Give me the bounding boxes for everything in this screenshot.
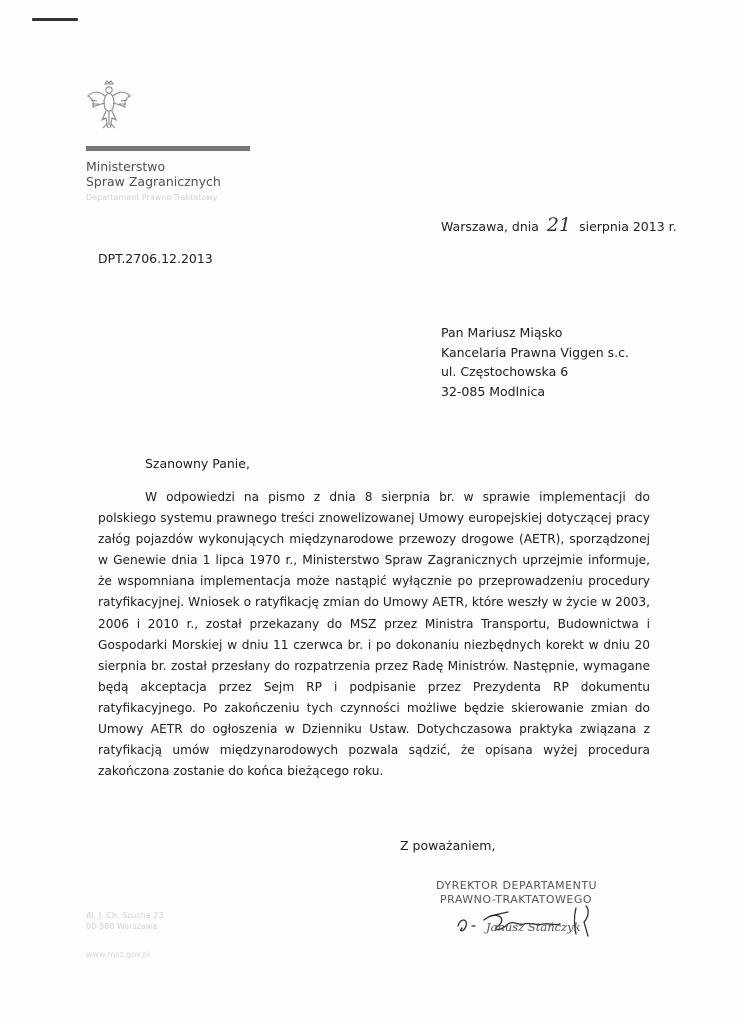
addressee-block (441, 323, 629, 401)
letterhead-rule (86, 146, 250, 151)
polish-eagle-emblem-icon (86, 80, 132, 130)
address-line-2: 00-580 Warszawa (86, 922, 158, 931)
salutation: Szanowny Panie, (145, 456, 250, 471)
place-and-date (441, 214, 677, 236)
reference-number: DPT.2706.12.2013 (98, 251, 213, 266)
addressee-line-4: 32-085 Modlnica (441, 383, 546, 399)
date-prefix: Warszawa, dnia (441, 219, 539, 234)
ministry-address (86, 910, 163, 932)
closing: Z poważaniem, (400, 838, 496, 853)
ministry-website: www.msz.gov.pl (86, 950, 151, 959)
addressee-line-3: ul. Częstochowska 6 (441, 364, 569, 379)
addressee-line-2: Kancelaria Prawna Viggen s.c. (441, 344, 629, 360)
corner-scan-mark (32, 18, 78, 21)
date-suffix: sierpnia 2013 r. (579, 219, 677, 234)
signatory-name: Janusz Stańczyk (486, 920, 581, 934)
addressee-line-1: Pan Mariusz Miąsko (441, 325, 563, 340)
stamp-line-1: DYREKTOR DEPARTAMENTU (436, 879, 598, 892)
handwritten-day: 21 (546, 214, 572, 236)
address-line-1: Al. J. Ch. Szucha 23 (86, 911, 164, 920)
stamp-line-2: PRAWNO-TRAKTATOWEGO (440, 893, 593, 906)
ministry-line-2: Spraw Zagranicznych (86, 174, 221, 189)
department-name: Departament Prawno-Traktatowy (86, 193, 218, 202)
ministry-line-1: Ministerstwo (86, 159, 166, 174)
ministry-name (86, 159, 221, 189)
letter-body: W odpowiedzi na pismo z dnia 8 sierpnia br. w sprawie implementacji do polskiego systemu prawnego treści znowelizowanej Umowy europejskiej dotyczącej pracy załóg pojazdów wykonujących międzynarodowe przewozy drogowe (AETR), sporządzonej w Genewie dnia 1 lipca 1970 r., Ministerstwo Spraw Zagranicznych uprzejmie informuje, że wspomniana implementacja może nastąpić wyłącznie po przeprowadzeniu procedury ratyfikacyjnej. Wniosek o ratyfikację zmian do Umowy AETR, które weszły w życie w 2003, 2006 i 2010 r., został przekazany do MSZ przez Ministra Transportu, Budownictwa i Gospodarki Morskiej w dniu 11 czerwca br. i po dokonaniu niezbędnych korekt w dniu 20 sierpnia br. został przesłany do rozpatrzenia przez Radę Ministrów. Następnie, wymagane będą akceptacja przez Sejm RP i podpisanie przez Prezydenta RP dokumentu ratyfikacyjnego. Po zakończeniu tych czynności możliwe będzie skierowanie zmian do Umowy AETR do ogłoszenia w Dzienniku Ustaw. Dotychczasowa praktyka związana z ratyfikacją umów międzynarodowych pozwala sądzić, że opisana wyżej procedura zakończona zostanie do końca bieżącego roku. (98, 490, 650, 779)
